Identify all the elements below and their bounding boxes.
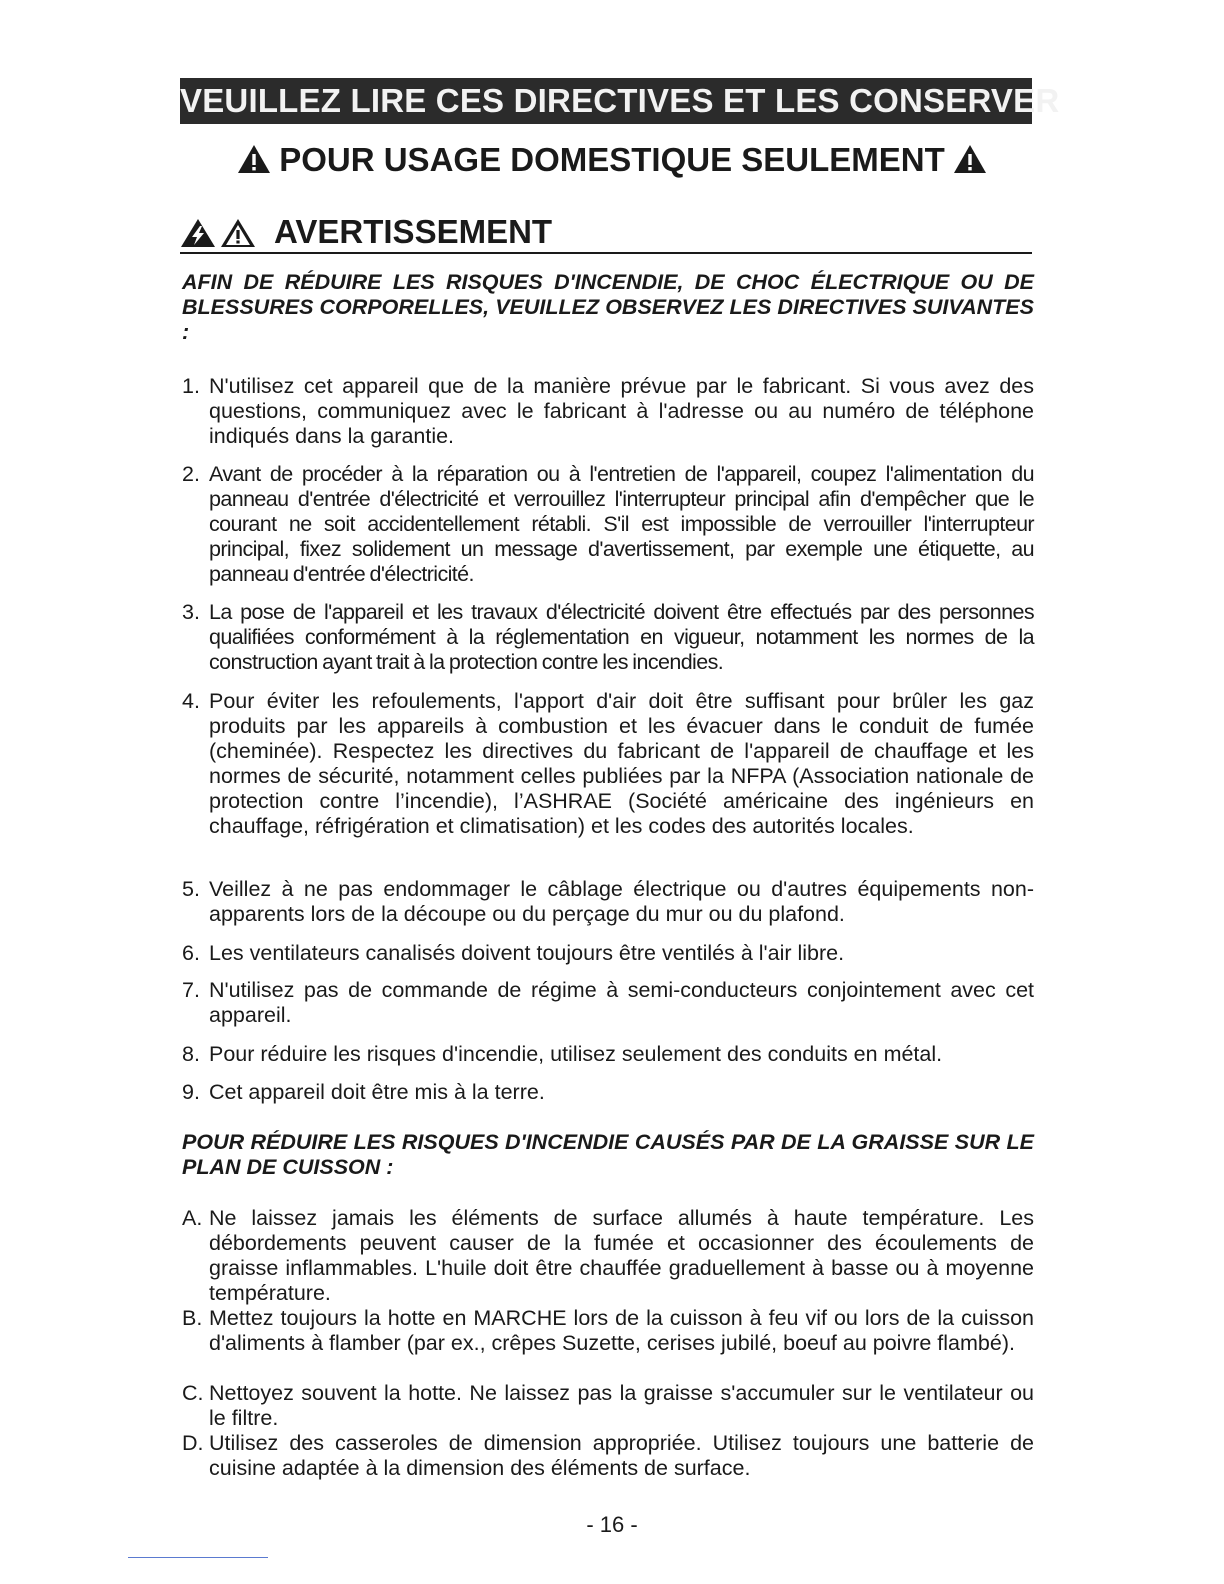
page-number: - 16 - (586, 1512, 638, 1537)
warning-icons (180, 218, 256, 253)
electric-shock-warning-icon (180, 218, 216, 248)
household-use-heading (0, 138, 1224, 182)
list-item (182, 941, 1034, 966)
item-text: N'utilisez cet appareil que de la manière prévue par le fabricant. Si vous avez des questions, communiquez avec le fabricant à l'adresse ou au numéro de téléphone indiqués dans la garantie. (209, 374, 1034, 448)
item-text: Cet appareil doit être mis à la terre. (209, 1080, 545, 1104)
item-number: 1. (182, 374, 200, 398)
item-number: 5. (182, 877, 200, 901)
item-text: Les ventilateurs canalisés doivent toujours être ventilés à l'air libre. (209, 941, 845, 965)
list-item (182, 1431, 1034, 1481)
item-text: Pour éviter les refoulements, l'apport d'air doit être suffisant pour brûler les gaz produits par les appareils à combustion et les évacuer dans le conduit de fumée (cheminée). Respectez les directives du fabricant de l'appareil de chauffage et les normes de sécurité, notamment celles publiées par la NFPA (Association nationale de protection contre l’incendie), l’ASHRAE (Société américaine des ingénieurs en chauffage, réfrigération et climatisation) et les codes des autorités locales. (209, 689, 1034, 838)
grease-fire-intro: POUR RÉDUIRE LES RISQUES D'INCENDIE CAUSÉS PAR DE LA GRAISSE SUR LE PLAN DE CUISSON : (182, 1130, 1034, 1179)
warning-triangle-icon (220, 218, 256, 248)
list-item (182, 462, 1034, 587)
household-use-text: POUR USAGE DOMESTIQUE SEULEMENT (279, 141, 945, 178)
item-number: 4. (182, 689, 200, 713)
warning-title: AVERTISSEMENT (274, 213, 553, 250)
item-text: Utilisez des casseroles de dimension appropriée. Utilisez toujours une batterie de cuisine adaptée à la dimension des éléments de surface. (209, 1431, 1034, 1480)
list-item (182, 374, 1034, 449)
item-text: Nettoyez souvent la hotte. Ne laissez pas la graisse s'accumuler sur le ventilateur ou le filtre. (209, 1381, 1034, 1430)
item-number: 7. (182, 978, 200, 1002)
item-text: Mettez toujours la hotte en MARCHE lors de la cuisson à feu vif ou lors de la cuisson d'aliments à flamber (par ex., crêpes Suzette, cerises jubilé, boeuf au poivre flambé). (209, 1306, 1034, 1355)
list-item (182, 1206, 1034, 1306)
list-item (182, 877, 1034, 927)
list-item (182, 1381, 1034, 1431)
item-text: La pose de l'appareil et les travaux d'électricité doivent être effectués par des personnes qualifiées conformément à la réglementation en vigueur, notamment les normes de la construction ayant trait à la protection contre les incendies. (209, 600, 1034, 674)
item-letter: C. (182, 1381, 204, 1405)
list-item (182, 1080, 1034, 1105)
safety-intro: AFIN DE RÉDUIRE LES RISQUES D'INCENDIE, DE CHOC ÉLECTRIQUE OU DE BLESSURES CORPORELLES, VEUILLEZ OBSERVEZ LES DIRECTIVES SUIVANTES : (182, 270, 1034, 344)
list-item (182, 1306, 1034, 1356)
item-text: Avant de procéder à la réparation ou à l'entretien de l'appareil, coupez l'alimentation du panneau d'entrée d'électricité et verrouillez l'interrupteur principal afin d'empêcher que le courant ne soit accidentellement rétabli. S'il est impossible de verrouiller l'interrupteur principal, fixez solidement un message d'avertissement, par exemple une étiquette, au panneau d'entrée d'électricité. (209, 462, 1034, 586)
list-item (182, 978, 1034, 1028)
item-letter: D. (182, 1431, 204, 1455)
read-and-save-banner: VEUILLEZ LIRE CES DIRECTIVES ET LES CONSERVER (180, 78, 1032, 124)
warning-triangle-icon (237, 144, 271, 174)
footer-rule (128, 1557, 268, 1558)
item-text: Veillez à ne pas endommager le câblage électrique ou d'autres équipements non-apparents lors de la découpe ou du perçage du mur ou du plafond. (209, 877, 1034, 926)
warning-heading (180, 212, 1032, 254)
list-item (182, 1042, 1034, 1067)
item-number: 2. (182, 462, 200, 486)
item-text: Ne laissez jamais les éléments de surface allumés à haute température. Les débordements peuvent causer de la fumée et occasionner des écoulements de graisse inflammables. L'huile doit être chauffée graduellement à basse ou à moyenne température. (209, 1206, 1034, 1305)
item-text: Pour réduire les risques d'incendie, utilisez seulement des conduits en métal. (209, 1042, 943, 1066)
item-letter: B. (182, 1306, 203, 1330)
item-number: 3. (182, 600, 200, 624)
item-number: 8. (182, 1042, 200, 1066)
list-item (182, 600, 1034, 675)
item-number: 9. (182, 1080, 200, 1104)
warning-triangle-icon (953, 144, 987, 174)
list-item (182, 689, 1034, 839)
item-number: 6. (182, 941, 200, 965)
item-letter: A. (182, 1206, 203, 1230)
item-text: N'utilisez pas de commande de régime à semi-conducteurs conjointement avec cet appareil. (209, 978, 1034, 1027)
